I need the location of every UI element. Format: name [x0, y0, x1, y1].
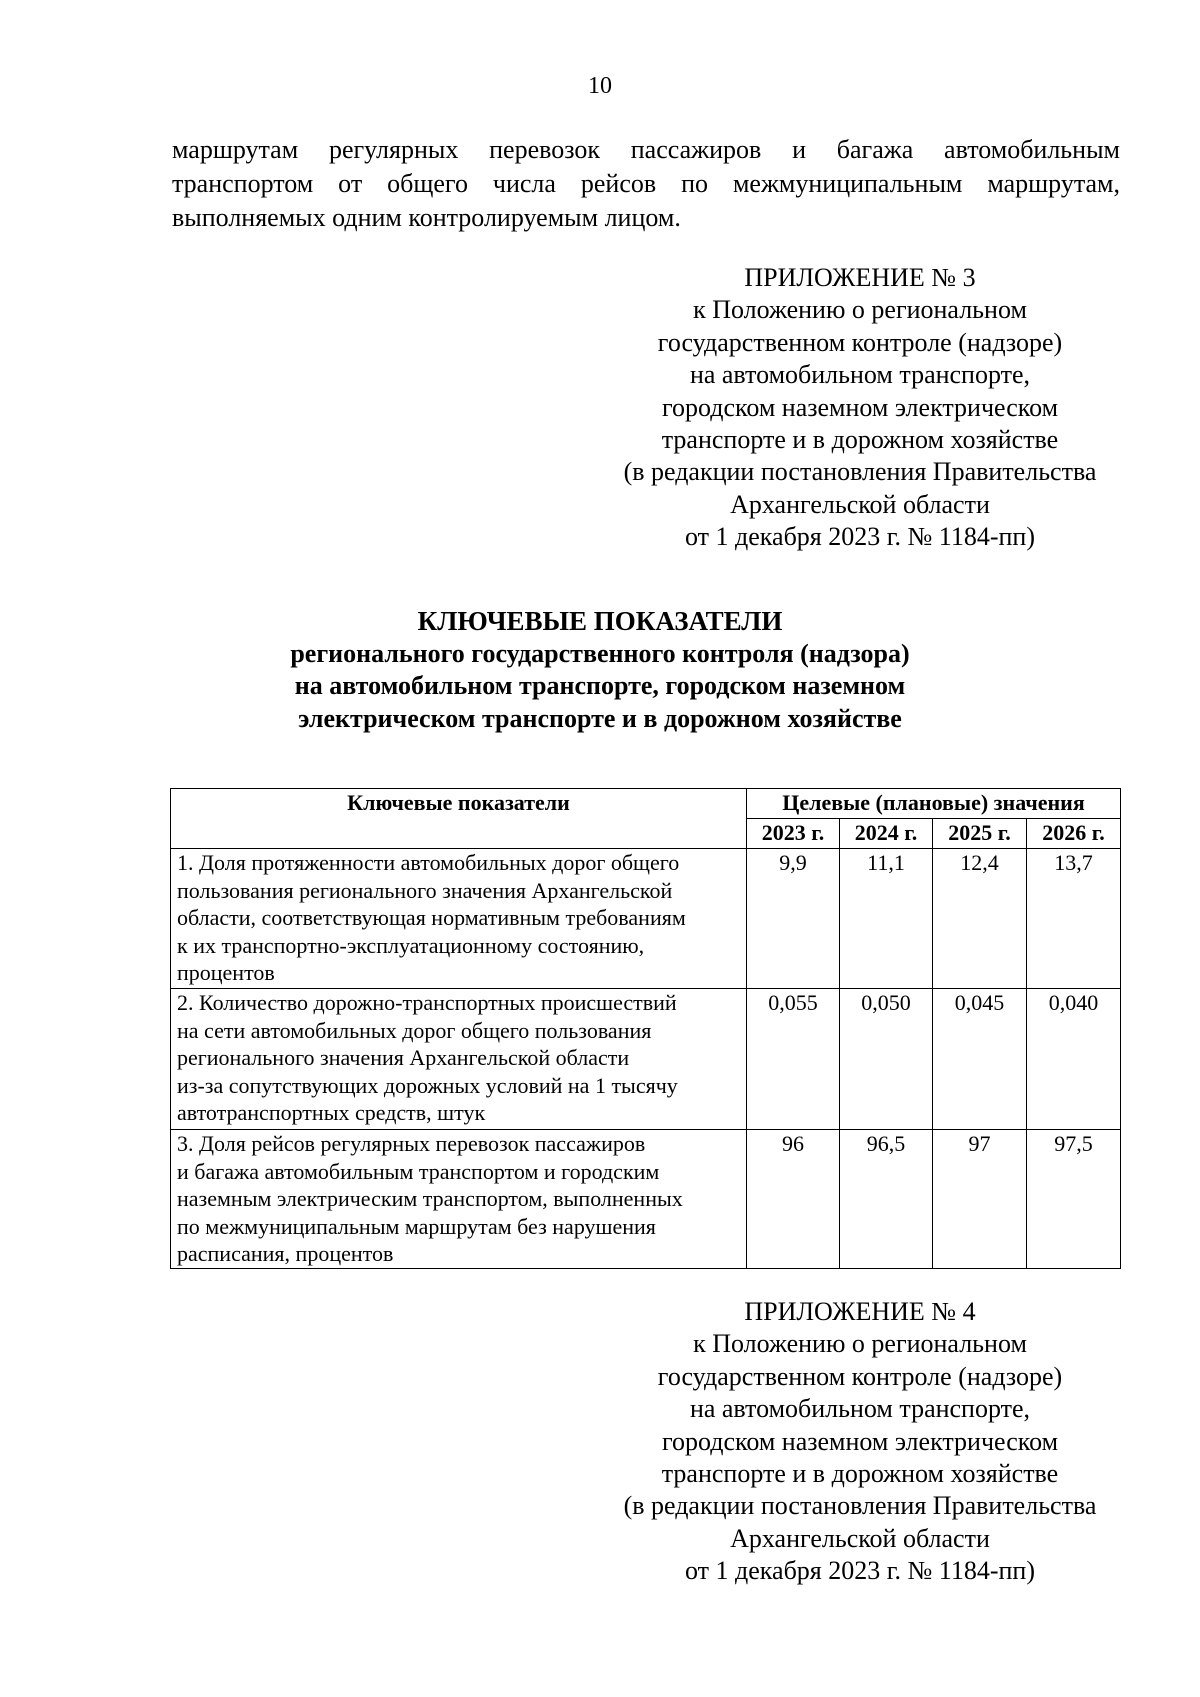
appendix-3-line: к Положению о региональном [693, 295, 1027, 325]
value-cell: 96 [747, 1130, 840, 1269]
value-cell: 96,5 [840, 1130, 933, 1269]
appendix-3-line: Архангельской области [730, 489, 990, 519]
indicator-line: и багажа автомобильным транспортом и городским [177, 1158, 660, 1184]
document-title-line: на автомобильном транспорте, городском наземном [294, 671, 906, 700]
value-cell: 13,7 [1027, 849, 1121, 989]
appendix-3-line: от 1 декабря 2023 г. № 1184-пп) [685, 522, 1035, 552]
appendix-4-line: городском наземном электрическом [661, 1426, 1059, 1456]
value-cell: 0,040 [1027, 989, 1121, 1130]
appendix-3-block [560, 262, 1160, 554]
table-row [171, 989, 1121, 1130]
appendix-4-heading: ПРИЛОЖЕНИЕ № 4 [744, 1297, 976, 1326]
indicator-line: 2. Количество дорожно-транспортных происшествий [177, 990, 677, 1015]
appendix-3-line: на автомобильном транспорте, [689, 360, 1031, 390]
indicator-line: наземным электрическим транспортом, выполненных [177, 1186, 683, 1211]
header-indicators: Ключевые показатели [171, 789, 747, 849]
intro-line: маршрутам регулярных перевозок пассажиров и багажа автомобильным [172, 135, 1120, 164]
value-cell: 12,4 [933, 849, 1027, 989]
value-cell: 11,1 [840, 849, 933, 989]
value-cell: 0,045 [933, 989, 1027, 1130]
indicator-line: области, соответствующая нормативным требованиям [177, 905, 686, 930]
table-row [171, 849, 1121, 989]
appendix-3-line: городском наземном электрическом [661, 392, 1059, 422]
document-title [0, 605, 1200, 735]
indicator-line: к их транспортно-эксплуатационному состоянию, [177, 932, 645, 958]
indicator-line: из-за сопутствующих дорожных условий на 1 тысячу [177, 1072, 678, 1098]
appendix-3-line: транспорте и в дорожном хозяйстве [661, 425, 1059, 455]
value-cell: 9,9 [747, 849, 840, 989]
appendix-4-line: Архангельской области [730, 1523, 990, 1553]
header-year: 2024 г. [840, 819, 933, 849]
document-title-line: регионального государственного контроля (надзора) [290, 638, 910, 668]
indicator-line: регионального значения Архангельской области [177, 1045, 630, 1070]
header-year: 2025 г. [933, 819, 1027, 849]
value-cell: 97 [933, 1130, 1027, 1269]
value-cell: 97,5 [1027, 1130, 1121, 1269]
indicator-line: пользования регионального значения Архангельской [177, 877, 673, 903]
indicator-line: автотранспортных средств, штук [177, 1100, 486, 1125]
page-number: 10 [588, 73, 612, 99]
indicator-cell [171, 989, 747, 1130]
appendix-3-heading: ПРИЛОЖЕНИЕ № 3 [744, 263, 976, 292]
indicator-cell [171, 849, 747, 989]
intro-line: транспортом от общего числа рейсов по межмуниципальным маршрутам, [172, 169, 1120, 198]
indicator-line: по межмуниципальным маршрутам без нарушения [177, 1213, 656, 1239]
indicator-line: на сети автомобильных дорог общего пользования [177, 1017, 652, 1043]
value-cell: 0,055 [747, 989, 840, 1130]
table-row [171, 1130, 1121, 1269]
appendix-4-line: государственном контроле (надзоре) [657, 1361, 1063, 1391]
appendix-4-line: к Положению о региональном [693, 1329, 1027, 1359]
header-year: 2023 г. [747, 819, 840, 849]
indicator-line: расписания, процентов [177, 1241, 394, 1266]
appendix-3-line: государственном контроле (надзоре) [657, 327, 1063, 357]
document-title-line: электрическом транспорте и в дорожном хозяйстве [298, 703, 902, 733]
appendix-4-line: на автомобильном транспорте, [689, 1394, 1031, 1424]
header-target-values: Целевые (плановые) значения [747, 789, 1121, 819]
appendix-4-line: от 1 декабря 2023 г. № 1184-пп) [685, 1556, 1035, 1586]
appendix-4-block [560, 1296, 1160, 1588]
intro-paragraph [172, 133, 1120, 235]
appendix-4-line: транспорте и в дорожном хозяйстве [661, 1459, 1059, 1489]
intro-line: выполняемых одним контролируемым лицом. [172, 203, 681, 232]
appendix-3-line: (в редакции постановления Правительства [623, 457, 1097, 487]
table-header-row [171, 789, 1121, 819]
indicator-line: 3. Доля рейсов регулярных перевозок пассажиров [177, 1131, 646, 1156]
indicator-line: процентов [177, 960, 275, 985]
appendix-4-line: (в редакции постановления Правительства [623, 1491, 1097, 1521]
document-title-main: КЛЮЧЕВЫЕ ПОКАЗАТЕЛИ [417, 606, 783, 636]
indicator-line: 1. Доля протяженности автомобильных дорог общего [177, 850, 680, 875]
indicators-table [170, 788, 1121, 1269]
value-cell: 0,050 [840, 989, 933, 1130]
indicator-cell [171, 1130, 747, 1269]
header-year: 2026 г. [1027, 819, 1121, 849]
